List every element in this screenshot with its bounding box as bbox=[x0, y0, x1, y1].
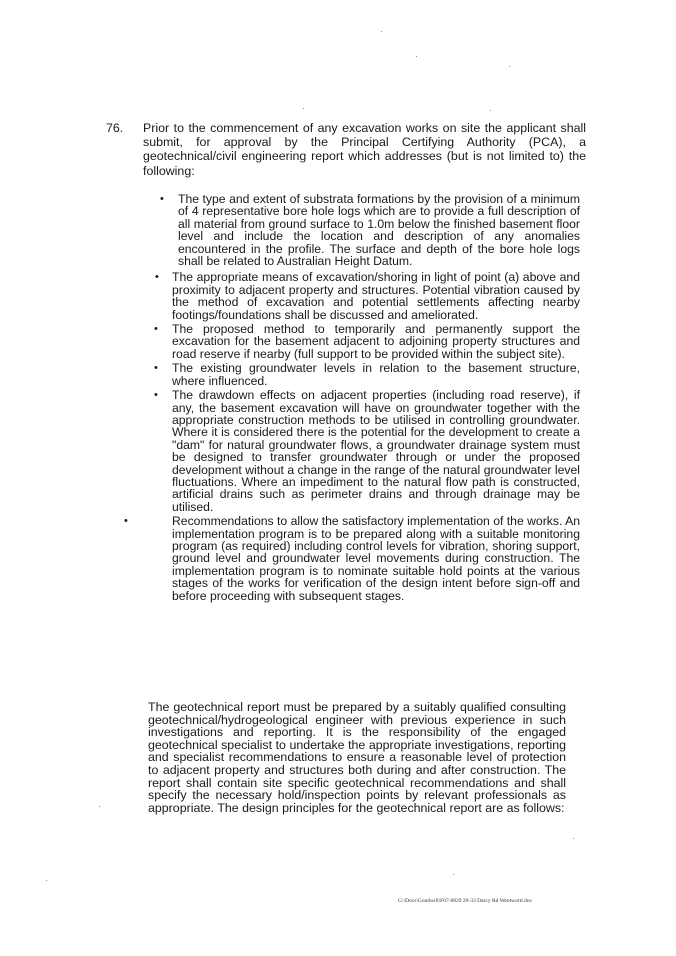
list-item: • The existing groundwater levels in relation to the basement structure, where influenced. bbox=[154, 361, 580, 388]
bullet-icon: • bbox=[154, 323, 158, 336]
scan-speck bbox=[99, 806, 100, 807]
list-item: • The appropriate means of excavation/shoring in light of point (a) above and proximity to adjacent property and structures. Potential vibration caused by the method of excavation and potential settlements affecting nearby footings/foundations shall be discussed and ameliorated. bbox=[155, 270, 580, 322]
scan-speck bbox=[509, 66, 510, 67]
list-item: • The drawdown effects on adjacent properties (including road reserve), if any, the basement excavation will have on groundwater together with the appropriate construction methods to be utilised in controlling groundwater. Where it is considered there is the potential for the development to create a "dam" for natural groundwater flows, a groundwater drainage system must be designed to transfer groundwater through or under the proposed development without a change in the range of the natural groundwater level fluctuations. Where an impediment to the natural flow path is constructed, artificial drains such as perimeter drains and through drainage may be utilised. bbox=[154, 388, 580, 514]
item-number: 76. bbox=[106, 121, 124, 135]
scan-speck bbox=[573, 838, 574, 839]
intro-paragraph: Prior to the commencement of any excavation works on site the applicant shall submit, for approval by the Principal Certifying Authority (PCA), a geotechnical/civil engineering report which addresses (but is not limited to) the following: bbox=[143, 121, 586, 178]
list-item: • The type and extent of substrata formations by the provision of a minimum of 4 representative bore hole logs which are to provide a full description of all material from ground surface to 1.0m below the finished basement floor level and include the location and description of any anomalies encountered in the profile. The surface and depth of the bore hole logs shall be related to Australian Height Datum. bbox=[160, 192, 580, 269]
scan-speck bbox=[490, 110, 491, 111]
closing-paragraph: The geotechnical report must be prepared by a suitably qualified consulting geotechnical/hydrogeological engineer with previous experience in such investigations and reporting. It is the responsibility of the engaged geotechnical specialist to undertake the appropriate investigations, reporting and specialist recommendations to ensure a reasonable level of protection to adjacent property and structures both during and after construction. The report shall contain site specific geotechnical recommendations and shall specify the necessary hold/inspection points by relevant professionals as appropriate. The design principles for the geotechnical report are as follows: bbox=[148, 700, 566, 815]
scan-speck bbox=[303, 108, 304, 109]
scan-speck bbox=[416, 56, 417, 57]
bullet-icon: • bbox=[124, 515, 128, 528]
scan-speck bbox=[46, 880, 47, 881]
list-item: • The proposed method to temporarily and permanently support the excavation for the basement adjacent to adjoining property structures and road reserve if nearby (full support to be provided within the subject site). bbox=[154, 322, 580, 361]
bullet-icon: • bbox=[154, 362, 158, 375]
scan-speck bbox=[453, 874, 454, 875]
bullet-icon: • bbox=[155, 271, 159, 284]
list-item: • Recommendations to allow the satisfactory implementation of the works. An implementation program is to be prepared along with a suitable monitoring program (as required) including control levels for vibration, shoring support, ground level and groundwater level movements during construction. The implementation program is to nominate suitable hold points at the various stages of the works for verification of the design intent before sign-off and before proceeding with subsequent stages. bbox=[124, 514, 580, 603]
bullet-icon: • bbox=[160, 193, 164, 205]
file-path-footer: G:\Docs\Gondwill\F07-0829 29-33 Darcy Rd Wentwortl.doc bbox=[398, 898, 533, 904]
requirements-list bbox=[124, 192, 580, 604]
bullet-icon: • bbox=[154, 389, 158, 402]
scan-speck bbox=[381, 31, 382, 32]
